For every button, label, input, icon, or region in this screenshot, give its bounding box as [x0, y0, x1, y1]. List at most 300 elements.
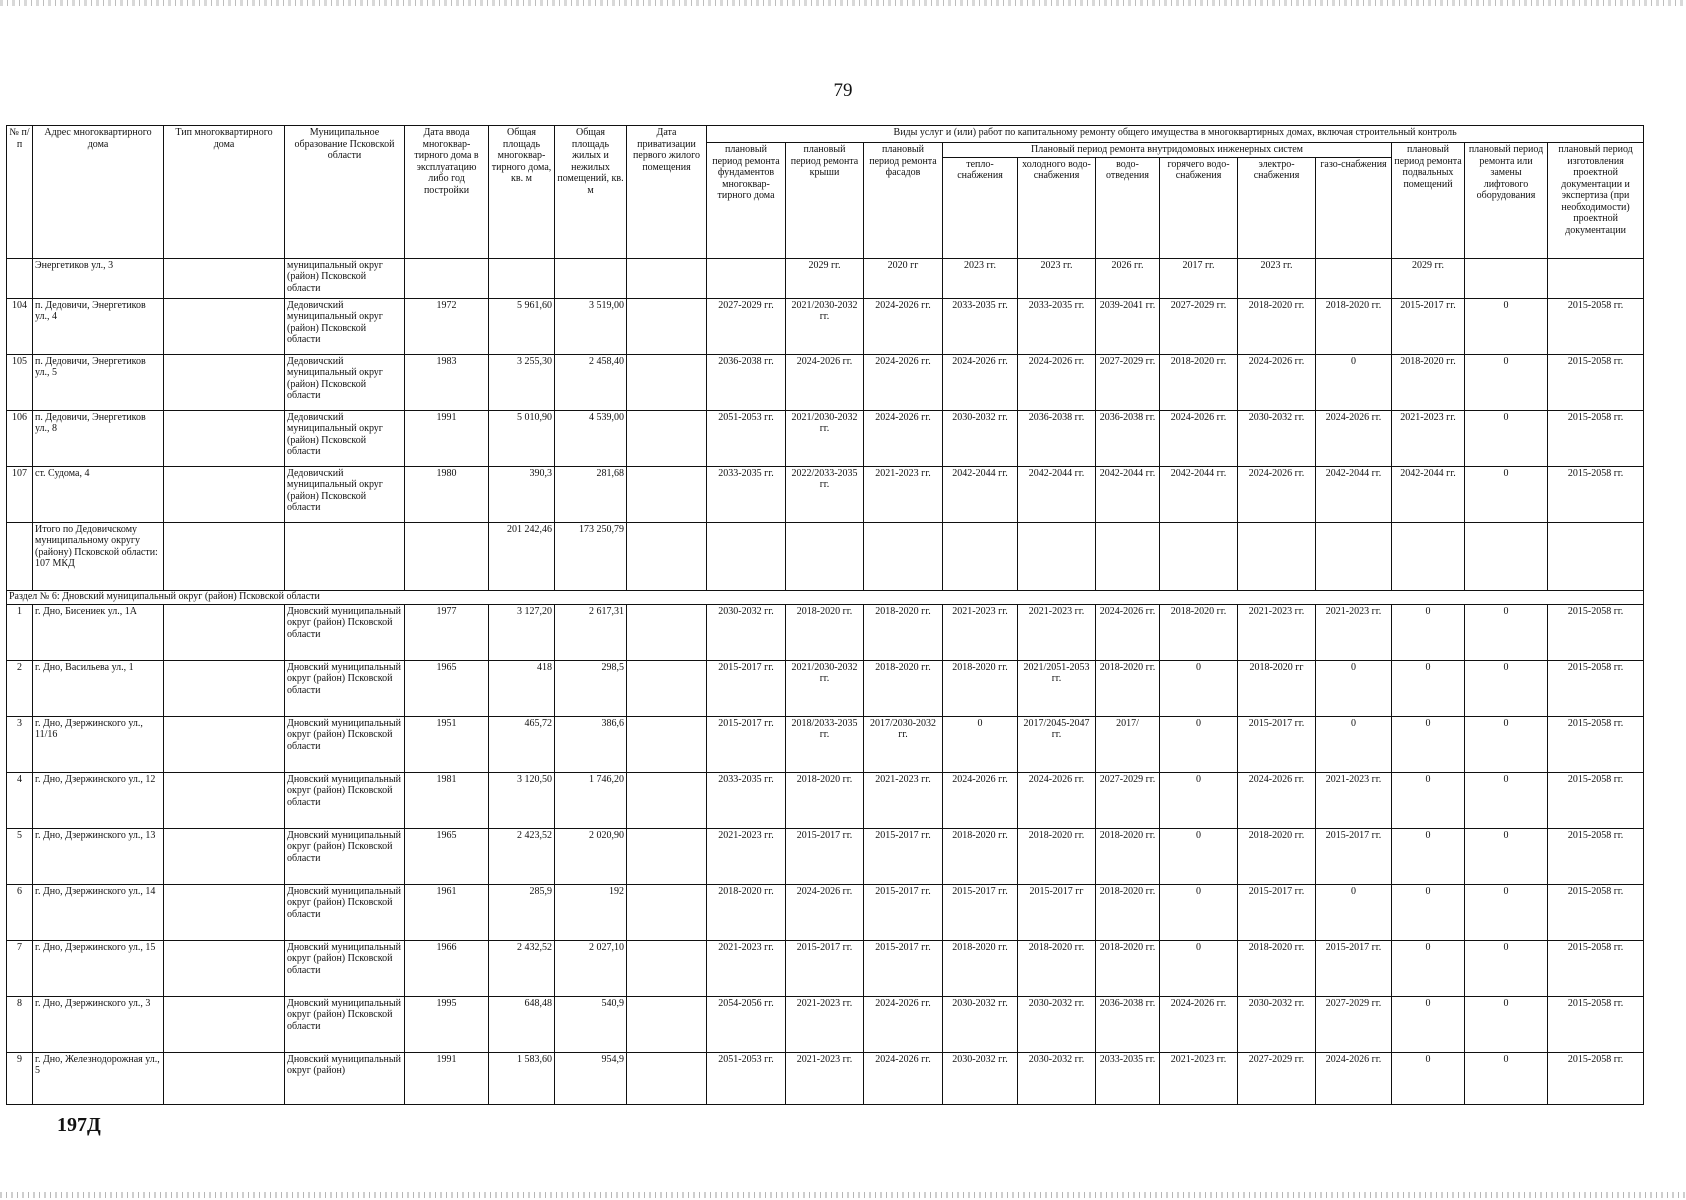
cell-electric: 2024-2026 гг. — [1238, 772, 1316, 828]
cell-basement: 0 — [1392, 716, 1465, 772]
cell-cold-water: 2017/2045-2047 гг. — [1018, 716, 1096, 772]
cell-area: 285,9 — [489, 884, 555, 940]
cell-municipality: Дновский муниципальный округ (район) Псковской области — [285, 884, 405, 940]
cell-basement: 2018-2020 гг. — [1392, 354, 1465, 410]
cell-municipality: Дедовичский муниципальный округ (район) Псковской области — [285, 298, 405, 354]
col-facade-header: плановый период ремонта фасадов — [864, 143, 943, 259]
cell-year: 1981 — [405, 772, 489, 828]
cell-gas — [1316, 258, 1392, 298]
cell-empty — [164, 522, 285, 590]
table-row — [7, 466, 1644, 522]
cell-sewer: 2036-2038 гг. — [1096, 996, 1160, 1052]
col-sewer-header: водо-отведения — [1096, 157, 1160, 258]
cell-municipality: Дновский муниципальный округ (район) Псковской области — [285, 940, 405, 996]
cell-elevator: 0 — [1465, 996, 1548, 1052]
cell-design-doc: 2015-2058 гг. — [1548, 996, 1644, 1052]
cell-roof: 2029 гг. — [786, 258, 864, 298]
cell-empty — [285, 522, 405, 590]
cell-design-doc: 2015-2058 гг. — [1548, 772, 1644, 828]
cell-sewer: 2017/ — [1096, 716, 1160, 772]
scan-edge-top — [0, 0, 1686, 6]
table-header — [7, 126, 1644, 259]
cell-hot-water: 2024-2026 гг. — [1160, 996, 1238, 1052]
cell-empty — [1316, 522, 1392, 590]
cell-foundation: 2030-2032 гг. — [707, 604, 786, 660]
cell-gas: 2027-2029 гг. — [1316, 996, 1392, 1052]
cell-living-area: 281,68 — [555, 466, 627, 522]
cell-hot-water: 0 — [1160, 884, 1238, 940]
cell-type — [164, 410, 285, 466]
cell-cold-water: 2021-2023 гг. — [1018, 604, 1096, 660]
cell-year: 1980 — [405, 466, 489, 522]
cell-living-area: 298,5 — [555, 660, 627, 716]
cell-cold-water: 2033-2035 гг. — [1018, 298, 1096, 354]
cell-empty — [627, 522, 707, 590]
cell-year: 1983 — [405, 354, 489, 410]
cell-roof: 2021-2023 гг. — [786, 1052, 864, 1104]
col-municipality-header: Муниципальное образование Псковской области — [285, 126, 405, 259]
col-foundation-header: плановый период ремонта фундаментов многоквар-тирного дома — [707, 143, 786, 259]
cell-year: 1991 — [405, 1052, 489, 1104]
cell-roof: 2015-2017 гг. — [786, 940, 864, 996]
cell-num: 3 — [7, 716, 33, 772]
cell-basement: 2042-2044 гг. — [1392, 466, 1465, 522]
cell-heat: 2030-2032 гг. — [943, 1052, 1018, 1104]
cell-heat: 2021-2023 гг. — [943, 604, 1018, 660]
cell-basement: 0 — [1392, 660, 1465, 716]
cell-type — [164, 772, 285, 828]
cell-electric: 2018-2020 гг. — [1238, 940, 1316, 996]
cell-elevator: 0 — [1465, 828, 1548, 884]
table-row — [7, 884, 1644, 940]
cell-area: 3 127,20 — [489, 604, 555, 660]
table-row — [7, 258, 1644, 298]
col-cold-water-header: холодного водо-снабжения — [1018, 157, 1096, 258]
cell-elevator: 0 — [1465, 466, 1548, 522]
col-privatization-header: Дата приватизации первого жилого помещения — [627, 126, 707, 259]
table-row — [7, 604, 1644, 660]
cell-electric: 2027-2029 гг. — [1238, 1052, 1316, 1104]
cell-heat: 2023 гг. — [943, 258, 1018, 298]
cell-design-doc: 2015-2058 гг. — [1548, 828, 1644, 884]
cell-sewer: 2018-2020 гг. — [1096, 828, 1160, 884]
cell-num: 6 — [7, 884, 33, 940]
cell-municipality: Дновский муниципальный округ (район) — [285, 1052, 405, 1104]
cell-address: п. Дедовичи, Энергетиков ул., 5 — [33, 354, 164, 410]
cell-address: п. Дедовичи, Энергетиков ул., 4 — [33, 298, 164, 354]
cell-sewer: 2026 гг. — [1096, 258, 1160, 298]
table-row — [7, 772, 1644, 828]
cell-gas: 2024-2026 гг. — [1316, 410, 1392, 466]
cell-basement: 0 — [1392, 604, 1465, 660]
cell-type — [164, 940, 285, 996]
col-elevator-header: плановый период ремонта или замены лифтового оборудования — [1465, 143, 1548, 259]
cell-municipality: Дновский муниципальный округ (район) Псковской области — [285, 660, 405, 716]
cell-area: 465,72 — [489, 716, 555, 772]
cell-type — [164, 298, 285, 354]
cell-elevator: 0 — [1465, 298, 1548, 354]
cell-electric: 2030-2032 гг. — [1238, 996, 1316, 1052]
total-area: 201 242,46 — [489, 522, 555, 590]
cell-year: 1991 — [405, 410, 489, 466]
cell-empty — [1548, 522, 1644, 590]
cell-electric: 2018-2020 гг. — [1238, 828, 1316, 884]
cell-design-doc: 2015-2058 гг. — [1548, 884, 1644, 940]
cell-year: 1966 — [405, 940, 489, 996]
cell-sewer: 2042-2044 гг. — [1096, 466, 1160, 522]
cell-year: 1972 — [405, 298, 489, 354]
cell-heat: 2042-2044 гг. — [943, 466, 1018, 522]
cell-area: 2 432,52 — [489, 940, 555, 996]
cell-year: 1965 — [405, 828, 489, 884]
cell-elevator: 0 — [1465, 660, 1548, 716]
cell-heat: 2018-2020 гг. — [943, 660, 1018, 716]
cell-municipality: Дновский муниципальный округ (район) Псковской области — [285, 772, 405, 828]
cell-year — [405, 258, 489, 298]
cell-address: г. Дно, Дзержинского ул., 13 — [33, 828, 164, 884]
table-body — [7, 258, 1644, 1104]
cell-design-doc: 2015-2058 гг. — [1548, 604, 1644, 660]
col-gas-header: газо-снабжения — [1316, 157, 1392, 258]
table-row — [7, 298, 1644, 354]
cell-gas: 0 — [1316, 660, 1392, 716]
cell-basement: 0 — [1392, 996, 1465, 1052]
cell-living-area: 4 539,00 — [555, 410, 627, 466]
cell-municipality: Дедовичский муниципальный округ (район) Псковской области — [285, 410, 405, 466]
cell-gas: 2021-2023 гг. — [1316, 772, 1392, 828]
cell-year: 1995 — [405, 996, 489, 1052]
cell-num: 2 — [7, 660, 33, 716]
cell-year: 1961 — [405, 884, 489, 940]
cell-design-doc: 2015-2058 гг. — [1548, 660, 1644, 716]
cell-living-area: 540,9 — [555, 996, 627, 1052]
cell-empty — [1238, 522, 1316, 590]
cell-facade: 2017/2030-2032 гг. — [864, 716, 943, 772]
cell-facade: 2018-2020 гг. — [864, 660, 943, 716]
cell-hot-water: 2018-2020 гг. — [1160, 604, 1238, 660]
cell-roof: 2018/2033-2035 гг. — [786, 716, 864, 772]
cell-facade: 2020 гг — [864, 258, 943, 298]
cell-type — [164, 258, 285, 298]
col-electric-header: электро-снабжения — [1238, 157, 1316, 258]
table-row — [7, 940, 1644, 996]
cell-privatization — [627, 410, 707, 466]
col-basement-header: плановый период ремонта подвальных помещений — [1392, 143, 1465, 259]
cell-electric: 2018-2020 гг — [1238, 660, 1316, 716]
cell-cold-water: 2030-2032 гг. — [1018, 996, 1096, 1052]
cell-num: 104 — [7, 298, 33, 354]
cell-empty — [1392, 522, 1465, 590]
cell-address: ст. Судома, 4 — [33, 466, 164, 522]
cell-empty — [405, 522, 489, 590]
total-row — [7, 522, 1644, 590]
cell-cold-water: 2023 гг. — [1018, 258, 1096, 298]
cell-electric: 2024-2026 гг. — [1238, 354, 1316, 410]
cell-area — [489, 258, 555, 298]
cell-type — [164, 660, 285, 716]
table-row — [7, 410, 1644, 466]
cell-address: г. Дно, Дзержинского ул., 14 — [33, 884, 164, 940]
cell-municipality: Дедовичский муниципальный округ (район) Псковской области — [285, 466, 405, 522]
cell-municipality: Дновский муниципальный округ (район) Псковской области — [285, 604, 405, 660]
cell-address: г. Дно, Дзержинского ул., 11/16 — [33, 716, 164, 772]
cell-privatization — [627, 298, 707, 354]
cell-living-area: 2 617,31 — [555, 604, 627, 660]
cell-hot-water: 2042-2044 гг. — [1160, 466, 1238, 522]
cell-area: 5 010,90 — [489, 410, 555, 466]
cell-municipality: муниципальный округ (район) Псковской области — [285, 258, 405, 298]
cell-facade: 2024-2026 гг. — [864, 996, 943, 1052]
table-row — [7, 716, 1644, 772]
cell-num: 105 — [7, 354, 33, 410]
cell-cold-water: 2021/2051-2053 гг. — [1018, 660, 1096, 716]
cell-gas: 2018-2020 гг. — [1316, 298, 1392, 354]
cell-empty — [1018, 522, 1096, 590]
cell-electric: 2030-2032 гг. — [1238, 410, 1316, 466]
cell-privatization — [627, 354, 707, 410]
cell-design-doc: 2015-2058 гг. — [1548, 354, 1644, 410]
cell-heat: 2024-2026 гг. — [943, 354, 1018, 410]
cell-sewer: 2039-2041 гг. — [1096, 298, 1160, 354]
cell-area: 390,3 — [489, 466, 555, 522]
cell-empty — [1465, 522, 1548, 590]
cell-living-area: 386,6 — [555, 716, 627, 772]
cell-heat: 2024-2026 гг. — [943, 772, 1018, 828]
cell-basement: 0 — [1392, 772, 1465, 828]
cell-design-doc: 2015-2058 гг. — [1548, 940, 1644, 996]
cell-sewer: 2027-2029 гг. — [1096, 354, 1160, 410]
cell-address: г. Дно, Бисениек ул., 1А — [33, 604, 164, 660]
cell-cold-water: 2024-2026 гг. — [1018, 354, 1096, 410]
cell-cold-water: 2024-2026 гг. — [1018, 772, 1096, 828]
cell-address: г. Дно, Дзержинского ул., 3 — [33, 996, 164, 1052]
cell-elevator: 0 — [1465, 772, 1548, 828]
cell-hot-water: 0 — [1160, 940, 1238, 996]
cell-gas: 0 — [1316, 716, 1392, 772]
cell-roof: 2018-2020 гг. — [786, 772, 864, 828]
cell-address: г. Дно, Железнодорожная ул., 5 — [33, 1052, 164, 1104]
cell-empty — [943, 522, 1018, 590]
cell-year: 1977 — [405, 604, 489, 660]
cell-sewer: 2018-2020 гг. — [1096, 884, 1160, 940]
col-total-area-header: Общая площадь многоквар-тирного дома, кв. м — [489, 126, 555, 259]
col-address-header: Адрес многоквартирного дома — [33, 126, 164, 259]
cell-facade: 2024-2026 гг. — [864, 298, 943, 354]
cell-empty — [707, 522, 786, 590]
cell-roof: 2021-2023 гг. — [786, 996, 864, 1052]
table-row — [7, 996, 1644, 1052]
cell-facade: 2015-2017 гг. — [864, 828, 943, 884]
cell-elevator: 0 — [1465, 940, 1548, 996]
cell-area: 3 255,30 — [489, 354, 555, 410]
cell-heat: 2018-2020 гг. — [943, 828, 1018, 884]
cell-empty — [786, 522, 864, 590]
cell-hot-water: 2027-2029 гг. — [1160, 298, 1238, 354]
cell-elevator: 0 — [1465, 884, 1548, 940]
cell-municipality: Дновский муниципальный округ (район) Псковской области — [285, 996, 405, 1052]
cell-hot-water: 0 — [1160, 828, 1238, 884]
cell-elevator — [1465, 258, 1548, 298]
cell-hot-water: 2024-2026 гг. — [1160, 410, 1238, 466]
cell-foundation: 2015-2017 гг. — [707, 716, 786, 772]
cell-basement: 2021-2023 гг. — [1392, 410, 1465, 466]
cell-municipality: Дновский муниципальный округ (район) Псковской области — [285, 716, 405, 772]
cell-type — [164, 354, 285, 410]
cell-electric: 2021-2023 гг. — [1238, 604, 1316, 660]
cell-facade: 2018-2020 гг. — [864, 604, 943, 660]
cell-num: 5 — [7, 828, 33, 884]
cell-area: 5 961,60 — [489, 298, 555, 354]
cell-roof: 2022/2033-2035 гг. — [786, 466, 864, 522]
cell-roof: 2021/2030-2032 гг. — [786, 660, 864, 716]
cell-year: 1951 — [405, 716, 489, 772]
cell-gas: 0 — [1316, 884, 1392, 940]
cell-hot-water: 0 — [1160, 660, 1238, 716]
cell-gas: 2015-2017 гг. — [1316, 940, 1392, 996]
cell-empty — [1160, 522, 1238, 590]
cell-facade: 2015-2017 гг. — [864, 940, 943, 996]
cell-hot-water: 0 — [1160, 772, 1238, 828]
cell-foundation: 2021-2023 гг. — [707, 940, 786, 996]
cell-heat: 2030-2032 гг. — [943, 410, 1018, 466]
cell-design-doc: 2015-2058 гг. — [1548, 466, 1644, 522]
cell-electric: 2023 гг. — [1238, 258, 1316, 298]
cell-privatization — [627, 940, 707, 996]
cell-design-doc: 2015-2058 гг. — [1548, 1052, 1644, 1104]
cell-num: 8 — [7, 996, 33, 1052]
cell-basement: 0 — [1392, 1052, 1465, 1104]
cell-address: г. Дно, Васильева ул., 1 — [33, 660, 164, 716]
cell-sewer: 2018-2020 гг. — [1096, 660, 1160, 716]
col-commission-header: Дата ввода многоквар-тирного дома в эксплуатацию либо год постройки — [405, 126, 489, 259]
cell-basement: 2029 гг. — [1392, 258, 1465, 298]
cell-privatization — [627, 716, 707, 772]
cell-num: 106 — [7, 410, 33, 466]
cell-elevator: 0 — [1465, 716, 1548, 772]
col-heat-header: тепло-снабжения — [943, 157, 1018, 258]
cell-privatization — [627, 884, 707, 940]
cell-area: 1 583,60 — [489, 1052, 555, 1104]
cell-type — [164, 466, 285, 522]
cell-living-area: 192 — [555, 884, 627, 940]
section-row — [7, 590, 1644, 604]
col-num-header: № п/п — [7, 126, 33, 259]
cell-living-area: 2 027,10 — [555, 940, 627, 996]
cell-type — [164, 1052, 285, 1104]
cell-roof: 2021/2030-2032 гг. — [786, 410, 864, 466]
cell-design-doc: 2015-2058 гг. — [1548, 298, 1644, 354]
cell-gas: 2021-2023 гг. — [1316, 604, 1392, 660]
cell-num — [7, 258, 33, 298]
table-row — [7, 1052, 1644, 1104]
works-group-header: Виды услуг и (или) работ по капитальному ремонту общего имущества в многоквартирных домах, включая строительный контроль — [707, 126, 1644, 143]
cell-heat: 2033-2035 гг. — [943, 298, 1018, 354]
cell-municipality: Дновский муниципальный округ (район) Псковской области — [285, 828, 405, 884]
cell-cold-water: 2015-2017 гг — [1018, 884, 1096, 940]
cell-facade: 2024-2026 гг. — [864, 1052, 943, 1104]
cell-num: 9 — [7, 1052, 33, 1104]
cell-type — [164, 828, 285, 884]
cell-heat: 0 — [943, 716, 1018, 772]
cell-facade: 2021-2023 гг. — [864, 772, 943, 828]
col-hot-water-header: горячего водо-снабжения — [1160, 157, 1238, 258]
cell-heat: 2015-2017 гг. — [943, 884, 1018, 940]
cell-roof: 2024-2026 гг. — [786, 884, 864, 940]
cell-facade: 2015-2017 гг. — [864, 884, 943, 940]
cell-hot-water: 2017 гг. — [1160, 258, 1238, 298]
cell-roof: 2018-2020 гг. — [786, 604, 864, 660]
cell-elevator: 0 — [1465, 1052, 1548, 1104]
cell-elevator: 0 — [1465, 604, 1548, 660]
total-living-area: 173 250,79 — [555, 522, 627, 590]
cell-foundation: 2033-2035 гг. — [707, 772, 786, 828]
cell-num: 7 — [7, 940, 33, 996]
cell-type — [164, 716, 285, 772]
cell-type — [164, 996, 285, 1052]
cell-area: 2 423,52 — [489, 828, 555, 884]
cell-area: 3 120,50 — [489, 772, 555, 828]
cell-hot-water: 2021-2023 гг. — [1160, 1052, 1238, 1104]
cell-privatization — [627, 1052, 707, 1104]
cell-gas: 2042-2044 гг. — [1316, 466, 1392, 522]
cell-living-area: 2 020,90 — [555, 828, 627, 884]
cell-elevator: 0 — [1465, 354, 1548, 410]
cell-type — [164, 884, 285, 940]
table-row — [7, 828, 1644, 884]
document-code: 197Д — [57, 1114, 101, 1136]
cell-facade: 2021-2023 гг. — [864, 466, 943, 522]
cell-gas: 0 — [1316, 354, 1392, 410]
cell-num: 1 — [7, 604, 33, 660]
cell-address: Энергетиков ул., 3 — [33, 258, 164, 298]
cell-heat: 2030-2032 гг. — [943, 996, 1018, 1052]
cell-cold-water: 2018-2020 гг. — [1018, 828, 1096, 884]
cell-privatization — [627, 660, 707, 716]
section-title: Раздел № 6: Дновский муниципальный округ (район) Псковской области — [7, 590, 1644, 604]
cell-privatization — [627, 772, 707, 828]
cell-foundation: 2018-2020 гг. — [707, 884, 786, 940]
cell-foundation: 2051-2053 гг. — [707, 410, 786, 466]
cell-address: г. Дно, Дзержинского ул., 12 — [33, 772, 164, 828]
cell-heat: 2018-2020 гг. — [943, 940, 1018, 996]
cell-gas: 2015-2017 гг. — [1316, 828, 1392, 884]
cell-empty — [7, 522, 33, 590]
cell-empty — [864, 522, 943, 590]
cell-basement: 0 — [1392, 940, 1465, 996]
cell-design-doc: 2015-2058 гг. — [1548, 716, 1644, 772]
table-row — [7, 354, 1644, 410]
cell-hot-water: 2018-2020 гг. — [1160, 354, 1238, 410]
cell-hot-water: 0 — [1160, 716, 1238, 772]
cell-living-area — [555, 258, 627, 298]
cell-electric: 2024-2026 гг. — [1238, 466, 1316, 522]
cell-basement: 0 — [1392, 828, 1465, 884]
cell-foundation: 2051-2053 гг. — [707, 1052, 786, 1104]
cell-foundation: 2054-2056 гг. — [707, 996, 786, 1052]
cell-year: 1965 — [405, 660, 489, 716]
cell-foundation: 2021-2023 гг. — [707, 828, 786, 884]
cell-address: г. Дно, Дзержинского ул., 15 — [33, 940, 164, 996]
cell-elevator: 0 — [1465, 410, 1548, 466]
cell-electric: 2015-2017 гг. — [1238, 884, 1316, 940]
cell-num: 107 — [7, 466, 33, 522]
cell-roof: 2021/2030-2032 гг. — [786, 298, 864, 354]
cell-foundation — [707, 258, 786, 298]
cell-gas: 2024-2026 гг. — [1316, 1052, 1392, 1104]
cell-privatization — [627, 604, 707, 660]
cell-design-doc: 2015-2058 гг. — [1548, 410, 1644, 466]
cell-electric: 2018-2020 гг. — [1238, 298, 1316, 354]
